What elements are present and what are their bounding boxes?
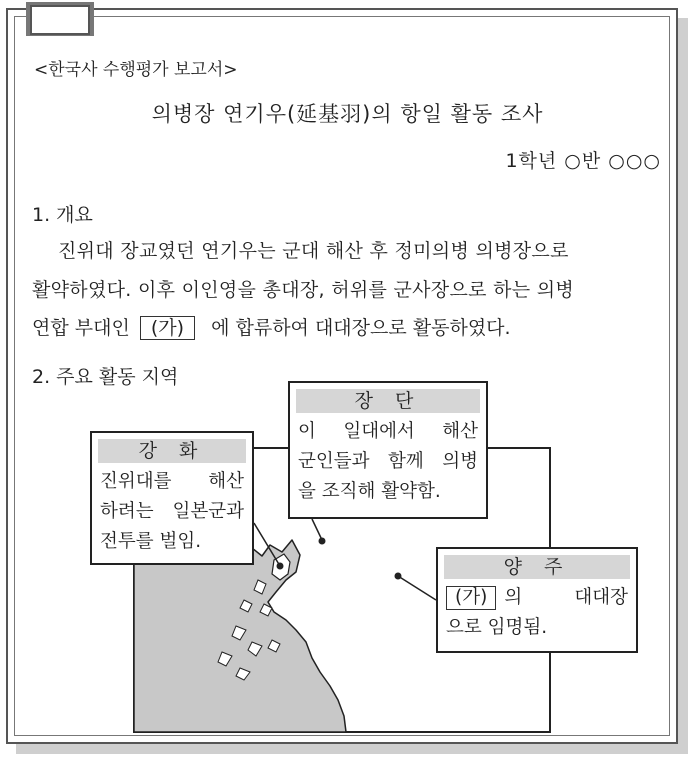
overview-line-3-start: 연합 부대인 [32,317,130,339]
callout-ganghwa-body [92,467,252,557]
callout-jangdan-line-3: 을 조직해 활약함. [298,481,441,502]
callout-yangju-line-1-rest: 의 대대장 [504,587,628,608]
callout-ganghwa-title: 강 화 [98,439,246,463]
callout-yangju-blank-box: (가) [446,586,496,610]
section2-heading: 2. 주요 활동 지역 [32,366,179,388]
callout-yangju-body [438,583,636,643]
callout-jangdan-line-2: 군인들과 함께 의병 [298,451,478,472]
callout-jangdan-title: 장 단 [296,389,480,413]
blank-ga-box: (가) [140,316,195,340]
callout-yangju-line-1 [446,583,628,613]
overview-line-3-end: 에 합류하여 대대장으로 활동하였다. [211,317,511,339]
report-author: 1학년 ○반 ○○○ [505,150,661,172]
callout-jangdan-line-1: 이 일대에서 해산 [298,421,478,442]
callout-ganghwa [90,431,254,565]
callout-yangju-line-2: 으로 임명됨. [446,617,548,638]
overview-line-1: 진위대 장교였던 연기우는 군대 해산 후 정미의병 의병장으로 [58,240,569,262]
callout-ganghwa-line-3: 전투를 벌임. [100,531,202,552]
report-title: 의병장 연기우(延基羽)의 항일 활동 조사 [151,102,544,126]
jangdan-marker [319,538,326,545]
section1-heading: 1. 개요 [32,204,93,226]
ganghwa-marker [277,563,284,570]
callout-ganghwa-line-2: 하려는 일본군과 [100,501,244,522]
callout-yangju [436,547,638,653]
overview-line-2: 활약하였다. 이후 이인영을 총대장, 허위를 군사장으로 하는 의병 [32,279,575,301]
callout-jangdan-body [290,417,486,507]
callout-yangju-title: 양 주 [444,555,630,579]
yangju-marker [395,573,402,580]
callout-jangdan [288,381,488,519]
callout-ganghwa-line-1: 진위대를 해산 [100,471,244,492]
report-subtitle: <한국사 수행평가 보고서> [34,60,238,80]
